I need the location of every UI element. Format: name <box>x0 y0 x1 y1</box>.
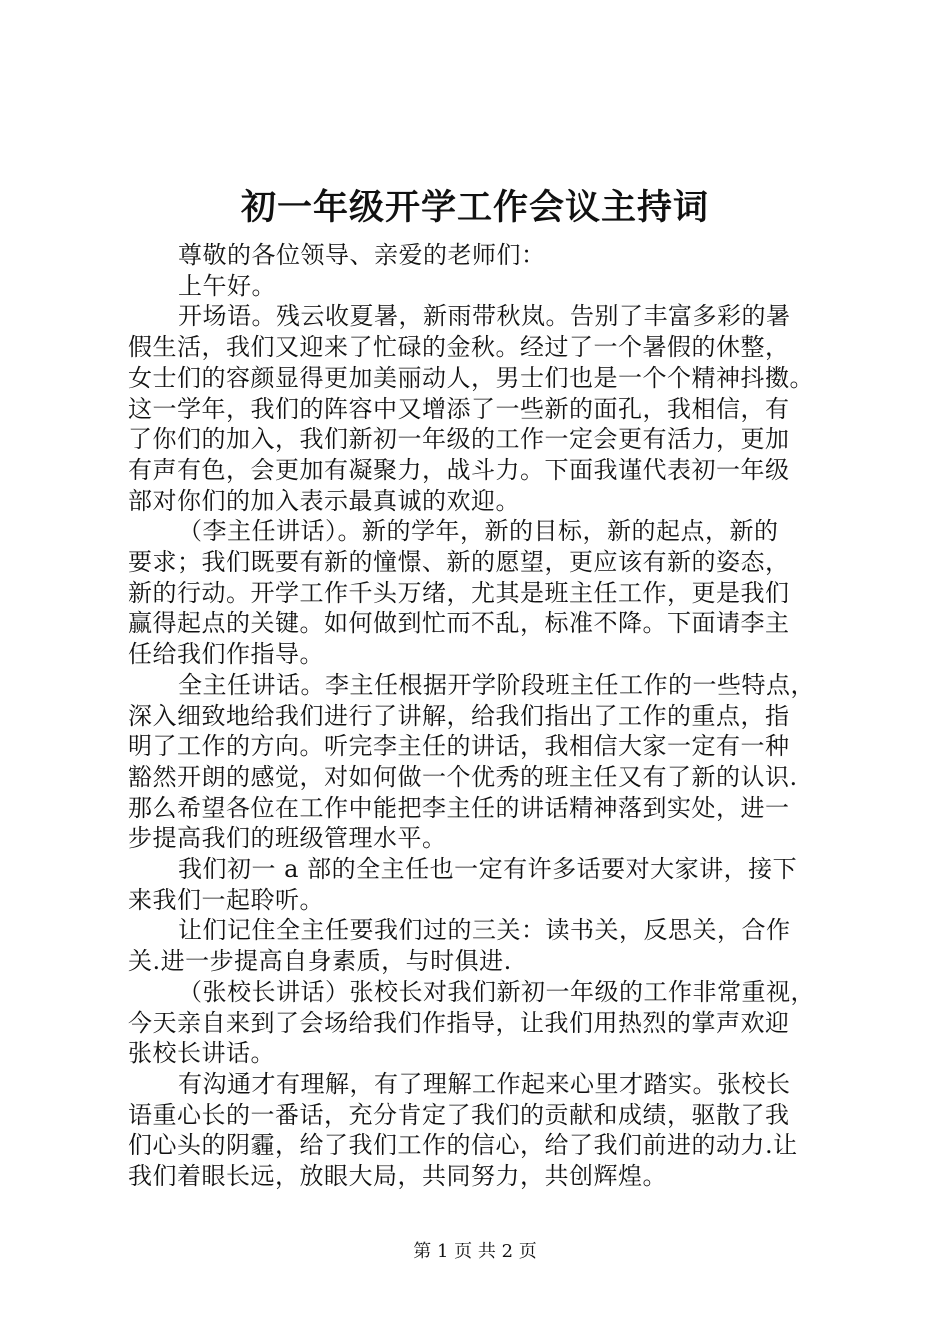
body-line: 上午好。 <box>178 271 276 300</box>
body-line: 步提高我们的班级管理水平。 <box>128 824 447 853</box>
body-line: 有沟通才有理解，有了理解工作起来心里才踏实。张校长 <box>178 1069 791 1098</box>
page-footer: 第 1 页 共 2 页 <box>413 1241 537 1262</box>
body-line: 张校长讲话。 <box>128 1039 275 1068</box>
body-line: 让们记住全主任要我们过的三关：读书关，反思关，合作 <box>178 916 791 945</box>
body-line: 女士们的容颜显得更加美丽动人，男士们也是一个个精神抖擞。 <box>128 363 814 392</box>
body-line: 新的行动。开学工作千头万绪，尤其是班主任工作，更是我们 <box>128 578 790 607</box>
body-line: 语重心长的一番话，充分肯定了我们的贡献和成绩，驱散了我 <box>128 1100 790 1129</box>
body-line: 深入细致地给我们进行了讲解，给我们指出了工作的重点，指 <box>128 701 790 730</box>
body-line: 赢得起点的关键。如何做到忙而不乱，标准不降。下面请李主 <box>128 609 790 638</box>
body-line: 我们着眼长远，放眼大局，共同努力，共创辉煌。 <box>128 1162 667 1191</box>
body-line: 了你们的加入，我们新初一年级的工作一定会更有活力，更加 <box>128 425 790 454</box>
body-line: 假生活，我们又迎来了忙碌的金秋。经过了一个暑假的休整， <box>128 333 790 362</box>
body-line: 今天亲自来到了会场给我们作指导，让我们用热烈的掌声欢迎 <box>128 1008 790 1037</box>
body-line: 来我们一起聆听。 <box>128 885 324 914</box>
body-line: 们心头的阴霾，给了我们工作的信心，给了我们前进的动力.让 <box>128 1131 798 1160</box>
body-line: 部对你们的加入表示最真诚的欢迎。 <box>128 486 520 515</box>
body-line: 要求；我们既要有新的憧憬、新的愿望，更应该有新的姿态， <box>128 548 790 577</box>
body-line: 任给我们作指导。 <box>128 640 324 669</box>
body-line: 有声有色，会更加有凝聚力，战斗力。下面我谨代表初一年级 <box>128 455 790 484</box>
document-title: 初一年级开学工作会议主持词 <box>240 187 709 228</box>
body-line: 那么希望各位在工作中能把李主任的讲话精神落到实处，进一 <box>128 793 790 822</box>
body-line: 关.进一步提高自身素质，与时俱进. <box>128 947 512 976</box>
body-line: 尊敬的各位领导、亲爱的老师们： <box>178 241 546 269</box>
body-line: 豁然开朗的感觉，对如何做一个优秀的班主任又有了新的认识. <box>128 762 798 791</box>
body-line: 这一学年，我们的阵容中又增添了一些新的面孔，我相信，有 <box>128 394 790 423</box>
body-line: 明了工作的方向。听完李主任的讲话，我相信大家一定有一种 <box>128 732 790 761</box>
body-line: （李主任讲话）。新的学年，新的目标，新的起点，新的 <box>178 517 779 546</box>
body-line: 开场语。残云收夏暑，新雨带秋岚。告别了丰富多彩的暑 <box>178 302 791 331</box>
body-line: （张校长讲话）张校长对我们新初一年级的工作非常重视， <box>178 977 815 1006</box>
body-line: 全主任讲话。李主任根据开学阶段班主任工作的一些特点， <box>178 670 815 699</box>
body-line: 我们初一 a 部的全主任也一定有许多话要对大家讲，接下 <box>178 855 798 884</box>
document-body <box>128 240 838 1192</box>
